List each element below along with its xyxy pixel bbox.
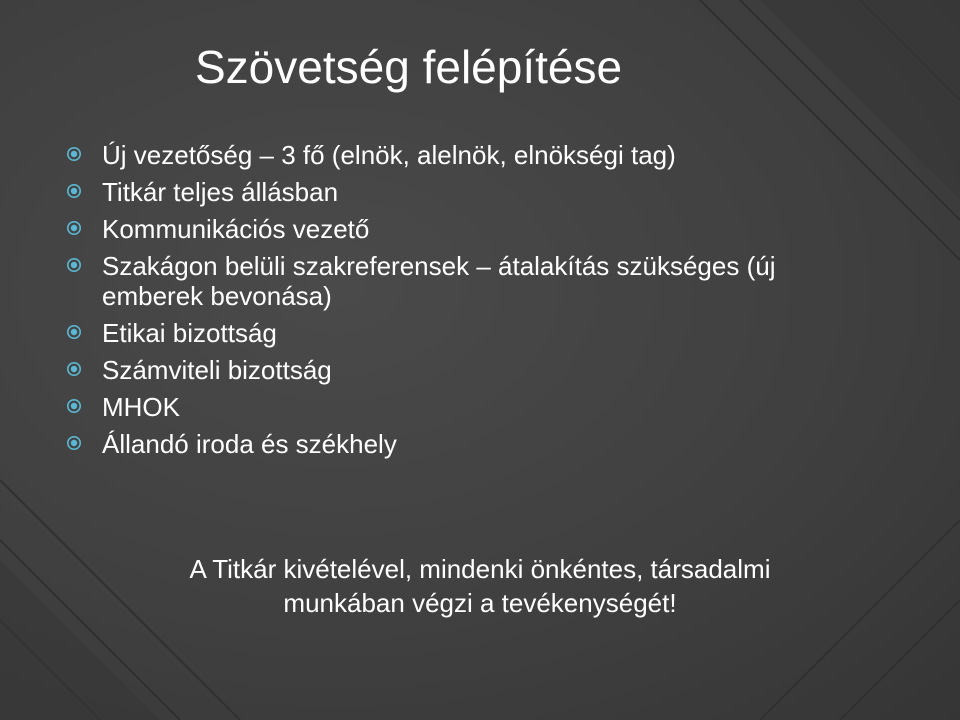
circled-dot-icon <box>66 140 102 168</box>
footnote-line-1: A Titkár kivételével, mindenki önkéntes, társadalmi <box>189 554 771 584</box>
bullet-text: Új vezetőség – 3 fő (elnök, alelnök, elnökségi tag) <box>102 140 676 170</box>
list-item <box>66 355 826 385</box>
list-item <box>66 214 826 244</box>
circled-dot-icon <box>66 251 102 279</box>
circled-dot-icon <box>66 177 102 205</box>
list-item <box>66 429 826 459</box>
bullet-text: Számviteli bizottság <box>102 355 332 385</box>
list-item <box>66 392 826 422</box>
bullet-text: MHOK <box>102 392 180 422</box>
list-item <box>66 140 826 170</box>
circled-dot-icon <box>66 429 102 457</box>
circled-dot-icon <box>66 392 102 420</box>
circled-dot-icon <box>66 214 102 242</box>
list-item <box>66 318 826 348</box>
list-item <box>66 177 826 207</box>
bullet-text: Szakágon belüli szakreferensek – átalakítás szükséges (új emberek bevonása) <box>102 251 776 311</box>
bullet-text: Titkár teljes állásban <box>102 177 339 207</box>
bullet-text: Etikai bizottság <box>102 318 277 348</box>
list-item <box>66 251 826 311</box>
bullet-text: Kommunikációs vezető <box>102 214 370 244</box>
footnote-line-2: munkában végzi a tevékenységét! <box>283 588 677 618</box>
slide-title: Szövetség felépítése <box>195 41 623 93</box>
footnote <box>60 552 900 620</box>
circled-dot-icon <box>66 355 102 383</box>
circled-dot-icon <box>66 318 102 346</box>
bullet-text: Állandó iroda és székhely <box>102 429 397 459</box>
bullet-list <box>66 140 826 466</box>
